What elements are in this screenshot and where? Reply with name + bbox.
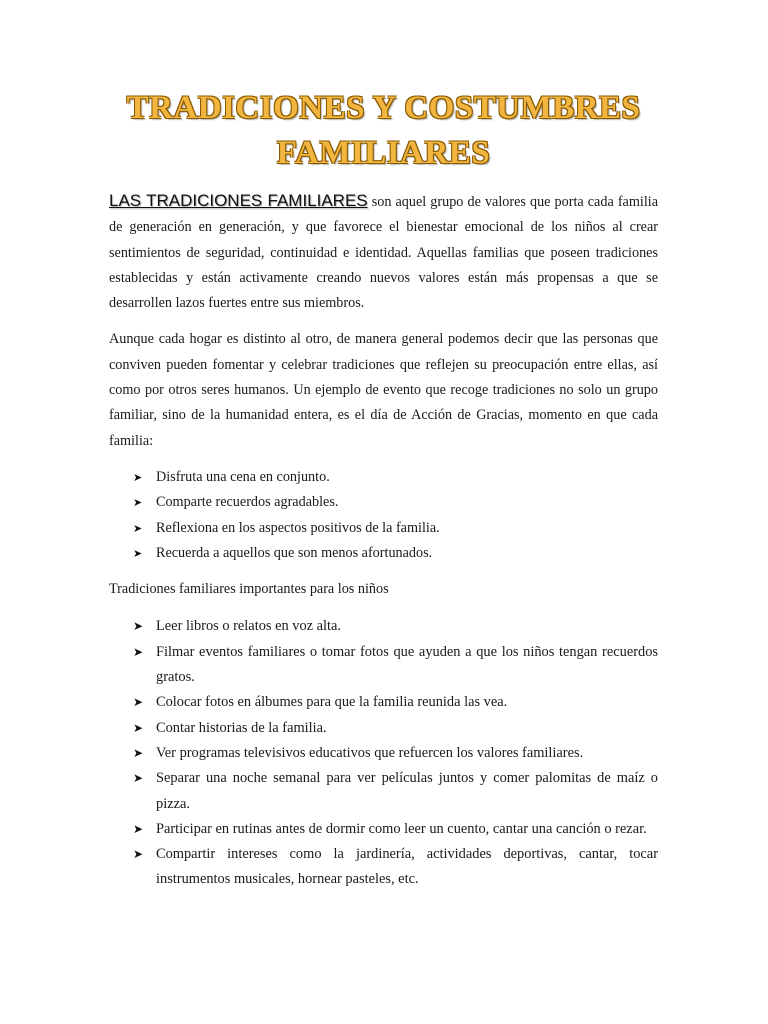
list-item bbox=[109, 465, 658, 490]
intro-paragraph bbox=[109, 188, 658, 316]
title-line-2: FAMILIARES bbox=[276, 135, 491, 171]
list-item-text: Separar una noche semanal para ver películas juntos y comer palomitas de maíz o pizza. bbox=[156, 770, 658, 812]
list-item bbox=[109, 541, 658, 566]
document-page bbox=[109, 86, 658, 893]
lead-term: LAS TRADICIONES FAMILIARES bbox=[109, 191, 368, 210]
list-item-text: Filmar eventos familiares o tomar fotos que ayuden a que los niños tengan recuerdos gratos. bbox=[156, 643, 658, 686]
list-item bbox=[109, 690, 658, 715]
list-item-text: Disfruta una cena en conjunto. bbox=[156, 468, 330, 485]
arrow-bullet-icon: ➤ bbox=[133, 496, 143, 510]
document-title bbox=[109, 86, 658, 176]
arrow-bullet-icon: ➤ bbox=[133, 470, 143, 484]
intro-paragraph-text: son aquel grupo de valores que porta cada familia de generación en generación, y que favorece el bienestar emocional de los niños al crear sentimientos de seguridad, continuidad e identidad. Aquellas familias que poseen tradiciones establecidas y están activamente creando nuevos valores están más propensas a que se desarrollen lazos fuertes entre sus miembros. bbox=[109, 194, 658, 312]
list-item bbox=[109, 640, 658, 691]
list-item bbox=[109, 842, 658, 893]
title-line-1: TRADICIONES Y COSTUMBRES bbox=[126, 90, 641, 126]
arrow-bullet-icon: ➤ bbox=[133, 644, 144, 659]
list-item-text: Leer libros o relatos en voz alta. bbox=[156, 618, 342, 635]
list-item bbox=[109, 716, 658, 741]
list-item bbox=[109, 614, 658, 639]
arrow-bullet-icon: ➤ bbox=[133, 847, 144, 862]
list-item bbox=[109, 741, 658, 766]
list-item-text: Recuerda a aquellos que son menos afortunados. bbox=[156, 544, 433, 561]
arrow-bullet-icon: ➤ bbox=[133, 720, 144, 735]
children-traditions-list bbox=[109, 614, 658, 892]
list-item bbox=[109, 766, 658, 817]
arrow-bullet-icon: ➤ bbox=[133, 821, 144, 836]
arrow-bullet-icon: ➤ bbox=[133, 745, 144, 760]
list-item-text: Comparte recuerdos agradables. bbox=[156, 494, 339, 511]
list-item-text: Reflexiona en los aspectos positivos de la familia. bbox=[156, 519, 440, 536]
arrow-bullet-icon: ➤ bbox=[133, 546, 143, 560]
section-subheading: Tradiciones familiares importantes para los niños bbox=[109, 581, 389, 598]
thanksgiving-list bbox=[109, 465, 658, 566]
list-item bbox=[109, 516, 658, 541]
list-item-text: Contar historias de la familia. bbox=[156, 719, 327, 736]
arrow-bullet-icon: ➤ bbox=[133, 619, 144, 634]
list-item-text: Compartir intereses como la jardinería, actividades deportivas, cantar, tocar instrumentos musicales, hornear pasteles, etc. bbox=[156, 846, 658, 888]
list-item-text: Colocar fotos en álbumes para que la familia reunida las vea. bbox=[156, 694, 508, 711]
arrow-bullet-icon: ➤ bbox=[133, 521, 143, 535]
arrow-bullet-icon: ➤ bbox=[133, 695, 144, 710]
list-item-text: Participar en rutinas antes de dormir como leer un cuento, cantar una canción o rezar. bbox=[156, 820, 647, 837]
list-item-text: Ver programas televisivos educativos que refuercen los valores familiares. bbox=[156, 744, 584, 761]
thanksgiving-paragraph: Aunque cada hogar es distinto al otro, de manera general podemos decir que las personas que conviven pueden fomentar y celebrar tradiciones que reflejen su preocupación entre ellas, así como por otros seres humanos. Un ejemplo de evento que recoge tradiciones no solo un grupo familiar, sino de la humanidad entera, es el día de Acción de Gracias, momento en que cada familia: bbox=[109, 331, 658, 449]
list-item bbox=[109, 817, 658, 842]
list-item bbox=[109, 490, 658, 515]
arrow-bullet-icon: ➤ bbox=[133, 771, 144, 786]
